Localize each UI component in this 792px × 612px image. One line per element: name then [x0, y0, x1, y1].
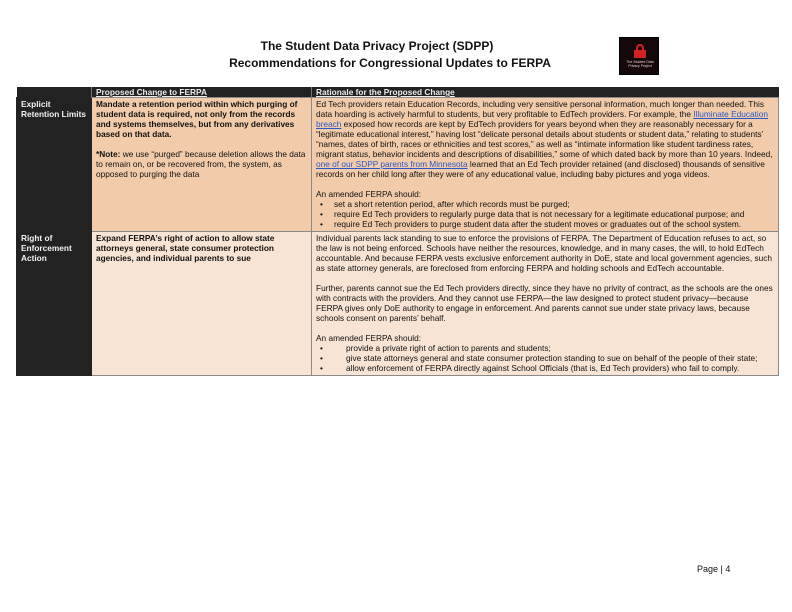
header-cell-rationale: Rationale for the Proposed Change [312, 87, 779, 98]
row-topic: Explicit Retention Limits [17, 98, 92, 232]
proposal-text: Mandate a retention period within which purging of student data is required, not only from the records and systems themselves, but from any derivatives based on that data. [96, 99, 298, 139]
bullet-list [316, 199, 774, 229]
title-line-2: Recommendations for Congressional Updates to FERPA [229, 56, 551, 70]
illuminate-breach-link[interactable]: Illuminate Education breach [316, 109, 768, 129]
rationale-cell [312, 98, 779, 232]
logo-text: The Student Data Privacy Project [626, 60, 654, 68]
table-header-row [17, 87, 779, 98]
list-item: • give state attorneys general and state consumer protection standing to sue on behalf of the people of their state; [346, 353, 774, 363]
row-topic: Right of Enforcement Action [17, 232, 92, 376]
list-item: • provide a private right of action to parents and students; [346, 343, 774, 353]
rationale-paragraph: Further, parents cannot sue the Ed Tech providers directly, since they have no privity of contract, as the schools are the ones with contracts with the providers. And they cannot use FERPA—the law designed to protect student privacy—because FERPA gives only DoE authority to engage in enforcement. And parents cannot sue under state privacy laws, because schools consent on parents’ behalf. [316, 283, 773, 323]
document-title [200, 38, 580, 72]
table-row [17, 98, 779, 232]
bullet-list [316, 343, 774, 373]
proposal-note: *Note: we use “purged” because deletion allows the data to remain on, or be recovered from, the system, as opposed to purging the data [96, 149, 306, 179]
title-line-1: The Student Data Privacy Project (SDPP) [260, 39, 494, 53]
proposal-cell [92, 232, 312, 376]
list-item: • require Ed Tech providers to regularly purge data that is not necessary for a legitimate educational purpose; and [334, 209, 774, 219]
amended-intro: An amended FERPA should: [316, 333, 422, 343]
list-item: • require Ed Tech providers to purge student data after the student moves or graduates out of the school system. [334, 219, 774, 229]
amended-intro: An amended FERPA should: [316, 189, 422, 199]
header-cell-proposed-change: Proposed Change to FERPA [92, 87, 312, 98]
list-item: • set a short retention period, after which records must be purged; [334, 199, 774, 209]
rationale-paragraph: Ed Tech providers retain Education Records, including very sensitive personal information, much longer than needed. This data hoarding is actively harmful to students, but very profitable to EdTech providers. For example, the Illuminate Education breach exposed how records are kept by EdTech providers for years beyond when they are reasonably necessary for a “legitimate educational interest,” having lost “delicate personal details about students or student data,” relating to students’ “names, dates of birth, races or ethnicities and test scores,” as well as “intimate information like student tardiness rates, migrant status, behavior incidents and descriptions of disabilities,” some of which dated back by more than 10 years. Indeed, one of our SDPP parents from Minnesota learned that an Ed Tech provider retained (and disclosed) thousands of sensitive records on her child long after they were of any educational value, including baby pictures and yoga videos. [316, 99, 773, 179]
rationale-cell [312, 232, 779, 376]
proposal-cell [92, 98, 312, 232]
lock-icon [634, 44, 646, 56]
rationale-paragraph: Individual parents lack standing to sue to enforce the provisions of FERPA. The Department of Education refuses to act, so the law is not being enforced. Schools have neither the resources, knowledge, and in many cases, the will, to hold EdTech accountable. And because FERPA vests exclusive enforcement authority in DoE, state and local government agencies, such as state attorney generals, are foreclosed from enforcing FERPA and holding schools and EdTech accountable. [316, 233, 772, 273]
list-item: • allow enforcement of FERPA directly against School Officials (that is, Ed Tech providers) who fail to comply. [346, 363, 774, 373]
sdpp-logo [619, 37, 659, 75]
minnesota-parents-link[interactable]: one of our SDPP parents from Minnesota [316, 159, 468, 169]
page-number: Page | 4 [697, 564, 731, 574]
table-row [17, 232, 779, 376]
recommendations-table [16, 87, 779, 376]
proposal-text: Expand FERPA’s right of action to allow state attorneys general, state consumer protection agencies, and individual parents to sue [96, 233, 275, 263]
header-cell-blank [17, 87, 92, 98]
